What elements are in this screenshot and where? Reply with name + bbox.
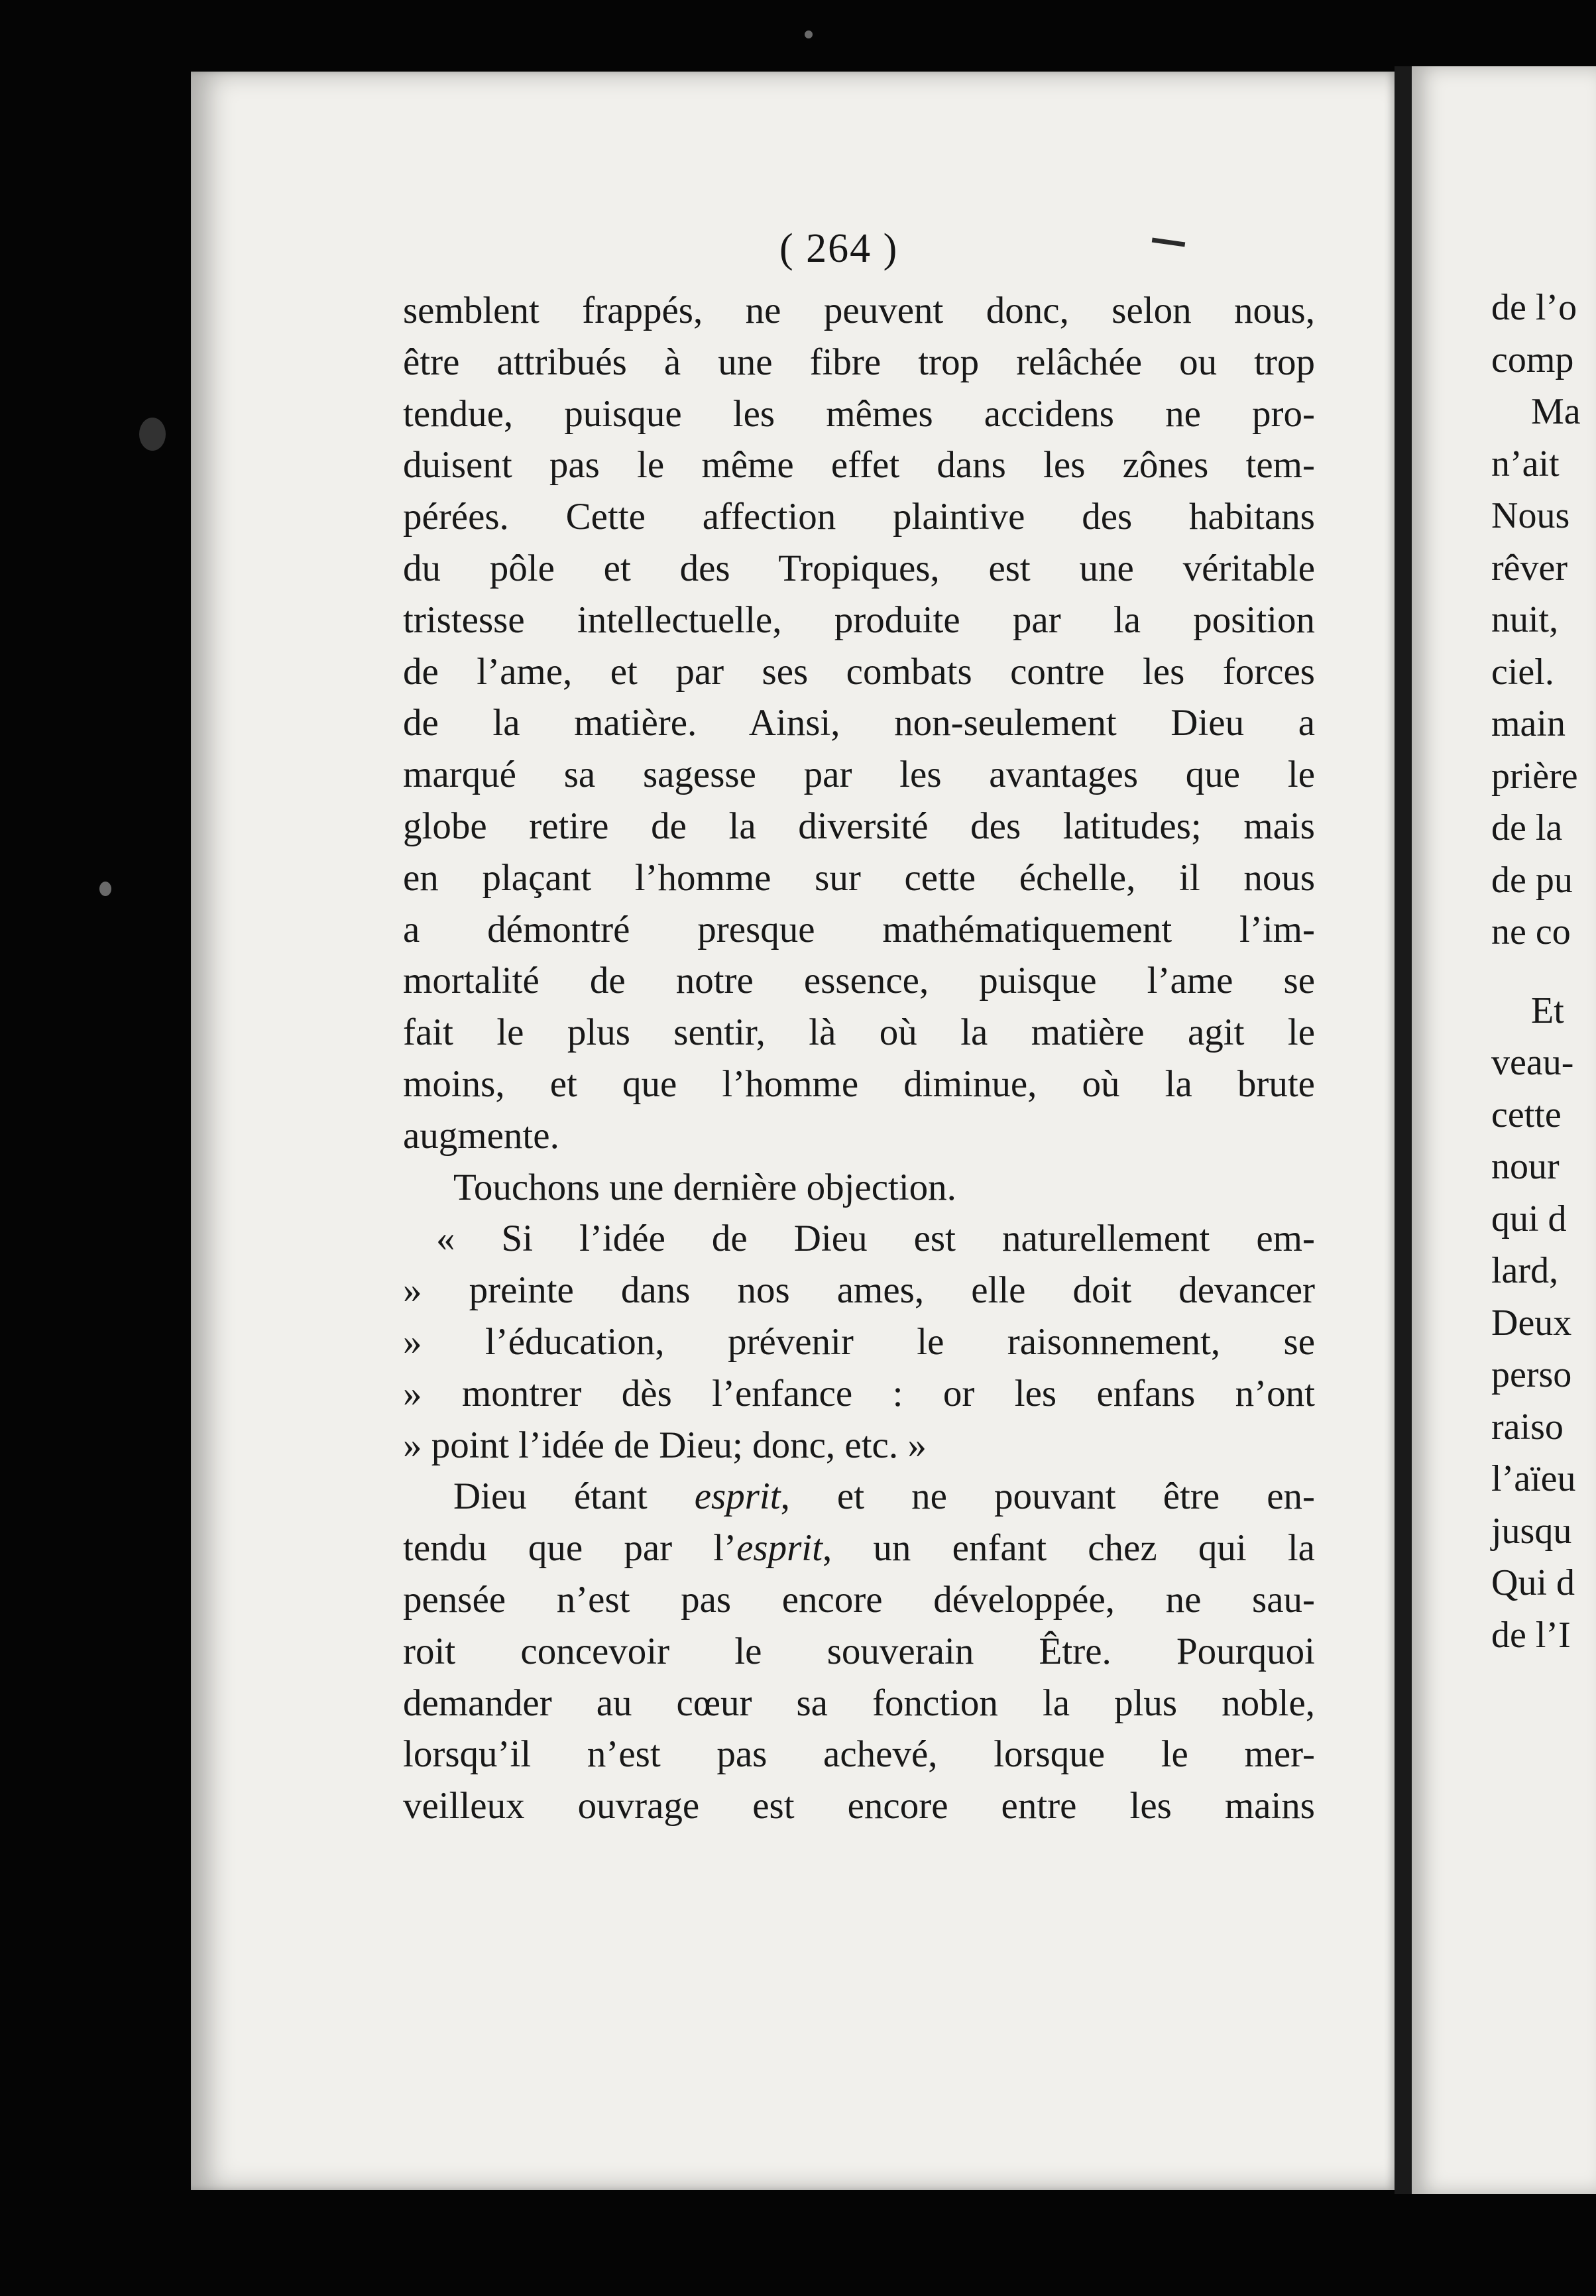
text-line: pérées. Cette affection plaintive des habitans xyxy=(403,496,1315,538)
italic-word: esprit xyxy=(694,1475,781,1518)
text-line xyxy=(403,1522,1315,1574)
quote-line: » preinte dans nos ames, elle doit devancer xyxy=(403,1269,1315,1312)
text-line: perso xyxy=(1491,1354,1572,1395)
text-line: lard, xyxy=(1491,1250,1559,1291)
text-line: tristesse intellectuelle, produite par la position xyxy=(403,599,1315,641)
text-line: prière xyxy=(1491,755,1578,797)
text-line: Et xyxy=(1531,990,1564,1031)
text-line: lorsqu’il n’est pas achevé, lorsque le mer- xyxy=(403,1733,1315,1776)
scan-dust-spot xyxy=(805,30,813,38)
text-line: Deux xyxy=(1491,1302,1572,1344)
text-line: Touchons une dernière objection. xyxy=(453,1166,956,1208)
text-line: cette xyxy=(1491,1094,1562,1135)
text-line: de la matière. Ainsi, non-seulement Dieu a xyxy=(403,702,1315,744)
quote-line: » l’éducation, prévenir le raisonnement, se xyxy=(403,1320,1315,1363)
paragraph-gap xyxy=(1491,958,1596,985)
text-line: tendue, puisque les mêmes accidens ne pro- xyxy=(403,392,1315,435)
text-fragment: , et ne pouvant être en- xyxy=(780,1475,1315,1518)
text-line: en plaçant l’homme sur cette échelle, il nous xyxy=(403,856,1315,899)
book-gutter xyxy=(1395,66,1412,2194)
text-line: mortalité de notre essence, puisque l’ame se xyxy=(403,960,1315,1002)
text-line: Ma xyxy=(1531,391,1581,432)
text-line: n’ait xyxy=(1491,443,1560,485)
text-line: nuit, xyxy=(1491,599,1559,640)
text-line: moins, et que l’homme diminue, où la brute xyxy=(403,1062,1315,1105)
text-line: qui d xyxy=(1491,1198,1567,1239)
text-line: de pu xyxy=(1491,859,1573,901)
text-fragment: Dieu étant xyxy=(453,1475,648,1518)
quote-line: « Si l’idée de Dieu est naturellement em- xyxy=(436,1218,1315,1260)
text-line: du pôle et des Tropiques, est une véritable xyxy=(403,547,1315,589)
scan-dust-spot xyxy=(99,882,111,896)
text-line: raiso xyxy=(1491,1406,1564,1448)
left-page-text xyxy=(403,285,1315,1832)
text-line: semblent frappés, ne peuvent donc, selon nous, xyxy=(403,290,1315,331)
right-page-text xyxy=(1491,282,1596,1661)
text-line: de la xyxy=(1491,807,1563,848)
text-fragment: tendu que par l’ xyxy=(403,1527,737,1570)
scan-dust-spot xyxy=(139,418,166,451)
text-fragment: , un enfant chez qui la xyxy=(822,1527,1315,1570)
quote-line: » montrer dès l’enfance : or les enfans n’ont xyxy=(403,1372,1315,1414)
text-line: ne co xyxy=(1491,911,1571,952)
text-line: pensée n’est pas encore développée, ne sau- xyxy=(403,1578,1315,1621)
text-line: ciel. xyxy=(1491,651,1554,693)
text-line: marqué sa sagesse par les avantages que le xyxy=(403,754,1315,796)
text-line: roit concevoir le souverain Être. Pourquoi xyxy=(403,1630,1315,1672)
text-line: augmente. xyxy=(403,1114,559,1157)
text-line: l’aïeu xyxy=(1491,1458,1576,1499)
text-line: main xyxy=(1491,703,1566,744)
text-line: veilleux ouvrage est encore entre les mains xyxy=(403,1785,1315,1827)
text-line: comp xyxy=(1491,339,1574,380)
page-number: ( 264 ) xyxy=(779,226,899,271)
text-line: être attribués à une fibre trop relâchée ou trop xyxy=(403,341,1315,383)
text-line: nour xyxy=(1491,1146,1560,1187)
text-line: globe retire de la diversité des latitudes; mais xyxy=(403,805,1315,847)
text-line: de l’ame, et par ses combats contre les forces xyxy=(403,650,1315,693)
quote-line: » point l’idée de Dieu; donc, etc. » xyxy=(403,1424,927,1466)
text-line: a démontré presque mathématiquement l’im- xyxy=(403,908,1315,950)
italic-word: esprit xyxy=(736,1527,823,1570)
text-line: de l’o xyxy=(1491,287,1577,328)
text-line: rêver xyxy=(1491,547,1568,589)
text-line: jusqu xyxy=(1491,1510,1572,1552)
text-line xyxy=(403,1471,1315,1522)
text-line: de l’I xyxy=(1491,1614,1571,1656)
text-line: fait le plus sentir, là où la matière agit le xyxy=(403,1011,1315,1054)
text-line: duisent pas le même effet dans les zônes tem- xyxy=(403,444,1315,487)
text-line: demander au cœur sa fonction la plus noble, xyxy=(403,1682,1315,1724)
text-line: Qui d xyxy=(1491,1562,1575,1603)
text-line: Nous xyxy=(1491,495,1570,536)
text-line: veau- xyxy=(1491,1042,1574,1083)
